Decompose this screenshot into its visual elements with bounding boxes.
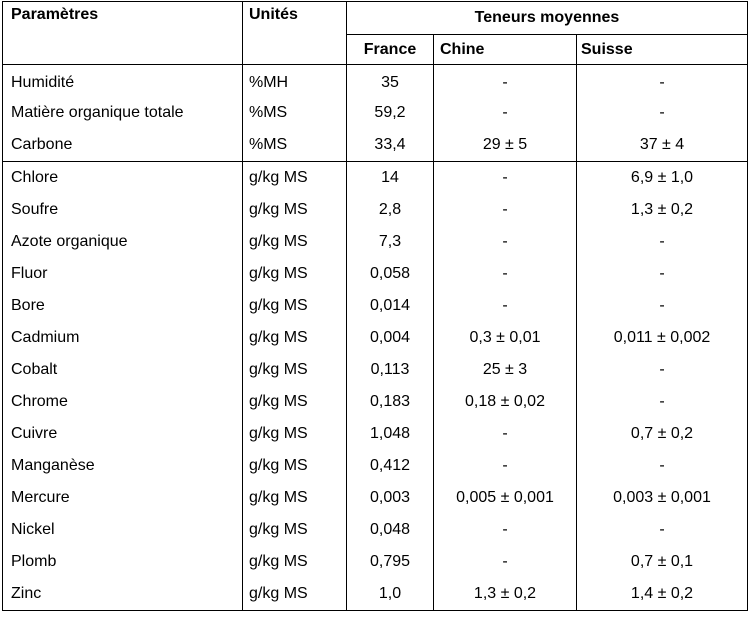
table-row	[3, 322, 748, 354]
table-row	[3, 194, 748, 226]
cell-france: 59,2	[347, 97, 434, 129]
cell-france: 1,048	[347, 418, 434, 450]
cell-parametre: Plomb	[3, 546, 243, 578]
cell-suisse: 6,9 ± 1,0	[577, 162, 748, 195]
cell-suisse: 0,7 ± 0,2	[577, 418, 748, 450]
cell-chine: -	[434, 418, 577, 450]
cell-suisse: -	[577, 65, 748, 98]
cell-france: 0,048	[347, 514, 434, 546]
cell-suisse: -	[577, 450, 748, 482]
cell-chine: 0,005 ± 0,001	[434, 482, 577, 514]
cell-unite: g/kg MS	[243, 450, 347, 482]
cell-chine: -	[434, 514, 577, 546]
cell-france: 0,014	[347, 290, 434, 322]
header-chine: Chine	[434, 35, 577, 65]
cell-unite: g/kg MS	[243, 194, 347, 226]
cell-suisse: 0,003 ± 0,001	[577, 482, 748, 514]
cell-chine: 25 ± 3	[434, 354, 577, 386]
cell-parametre: Humidité	[3, 65, 243, 98]
cell-parametre: Soufre	[3, 194, 243, 226]
table-row	[3, 514, 748, 546]
table-row	[3, 546, 748, 578]
table-row	[3, 65, 748, 98]
cell-parametre: Zinc	[3, 578, 243, 611]
cell-france: 7,3	[347, 226, 434, 258]
composition-table	[2, 1, 748, 611]
cell-parametre: Chrome	[3, 386, 243, 418]
cell-france: 0,113	[347, 354, 434, 386]
cell-france: 33,4	[347, 129, 434, 162]
header-france: France	[347, 35, 434, 65]
header-parametres: Paramètres	[3, 2, 243, 65]
cell-france: 0,795	[347, 546, 434, 578]
cell-france: 0,004	[347, 322, 434, 354]
cell-parametre: Azote organique	[3, 226, 243, 258]
cell-unite: g/kg MS	[243, 514, 347, 546]
cell-france: 1,0	[347, 578, 434, 611]
table-row	[3, 129, 748, 162]
cell-chine: -	[434, 546, 577, 578]
cell-chine: 0,3 ± 0,01	[434, 322, 577, 354]
cell-suisse: 1,3 ± 0,2	[577, 194, 748, 226]
cell-chine: -	[434, 97, 577, 129]
cell-unite: %MS	[243, 97, 347, 129]
cell-parametre: Carbone	[3, 129, 243, 162]
table-row	[3, 290, 748, 322]
cell-suisse: -	[577, 514, 748, 546]
header-teneurs-moyennes: Teneurs moyennes	[347, 2, 748, 35]
cell-chine: -	[434, 226, 577, 258]
cell-suisse: -	[577, 290, 748, 322]
cell-unite: g/kg MS	[243, 258, 347, 290]
cell-parametre: Mercure	[3, 482, 243, 514]
cell-unite: %MS	[243, 129, 347, 162]
cell-chine: 0,18 ± 0,02	[434, 386, 577, 418]
cell-suisse: 0,7 ± 0,1	[577, 546, 748, 578]
cell-france: 0,058	[347, 258, 434, 290]
cell-suisse: -	[577, 354, 748, 386]
cell-unite: g/kg MS	[243, 546, 347, 578]
table-row	[3, 386, 748, 418]
cell-unite: g/kg MS	[243, 418, 347, 450]
cell-chine: 29 ± 5	[434, 129, 577, 162]
header-suisse: Suisse	[577, 35, 748, 65]
cell-chine: -	[434, 194, 577, 226]
table-row	[3, 97, 748, 129]
cell-suisse: -	[577, 97, 748, 129]
cell-suisse: -	[577, 258, 748, 290]
table-row	[3, 226, 748, 258]
cell-suisse: -	[577, 386, 748, 418]
cell-france: 35	[347, 65, 434, 98]
cell-unite: g/kg MS	[243, 386, 347, 418]
cell-france: 0,412	[347, 450, 434, 482]
cell-chine: -	[434, 65, 577, 98]
cell-unite: g/kg MS	[243, 226, 347, 258]
cell-parametre: Manganèse	[3, 450, 243, 482]
table-row	[3, 450, 748, 482]
cell-suisse: -	[577, 226, 748, 258]
cell-parametre: Cuivre	[3, 418, 243, 450]
cell-france: 0,003	[347, 482, 434, 514]
cell-unite: %MH	[243, 65, 347, 98]
cell-parametre: Nickel	[3, 514, 243, 546]
cell-chine: 1,3 ± 0,2	[434, 578, 577, 611]
cell-parametre: Bore	[3, 290, 243, 322]
table-row	[3, 258, 748, 290]
table-row	[3, 482, 748, 514]
cell-suisse: 1,4 ± 0,2	[577, 578, 748, 611]
table-header	[3, 2, 748, 65]
cell-parametre: Cadmium	[3, 322, 243, 354]
cell-unite: g/kg MS	[243, 322, 347, 354]
table-row	[3, 418, 748, 450]
cell-france: 0,183	[347, 386, 434, 418]
cell-suisse: 37 ± 4	[577, 129, 748, 162]
cell-unite: g/kg MS	[243, 290, 347, 322]
cell-france: 14	[347, 162, 434, 195]
cell-chine: -	[434, 162, 577, 195]
cell-chine: -	[434, 258, 577, 290]
cell-unite: g/kg MS	[243, 482, 347, 514]
cell-unite: g/kg MS	[243, 578, 347, 611]
cell-chine: -	[434, 450, 577, 482]
cell-parametre: Fluor	[3, 258, 243, 290]
table-body	[3, 65, 748, 611]
cell-france: 2,8	[347, 194, 434, 226]
cell-unite: g/kg MS	[243, 162, 347, 195]
cell-suisse: 0,011 ± 0,002	[577, 322, 748, 354]
table-row	[3, 354, 748, 386]
cell-chine: -	[434, 290, 577, 322]
header-unites: Unités	[243, 2, 347, 65]
table-row	[3, 162, 748, 195]
cell-unite: g/kg MS	[243, 354, 347, 386]
cell-parametre: Matière organique totale	[3, 97, 243, 129]
cell-parametre: Cobalt	[3, 354, 243, 386]
table-row	[3, 578, 748, 611]
cell-parametre: Chlore	[3, 162, 243, 195]
